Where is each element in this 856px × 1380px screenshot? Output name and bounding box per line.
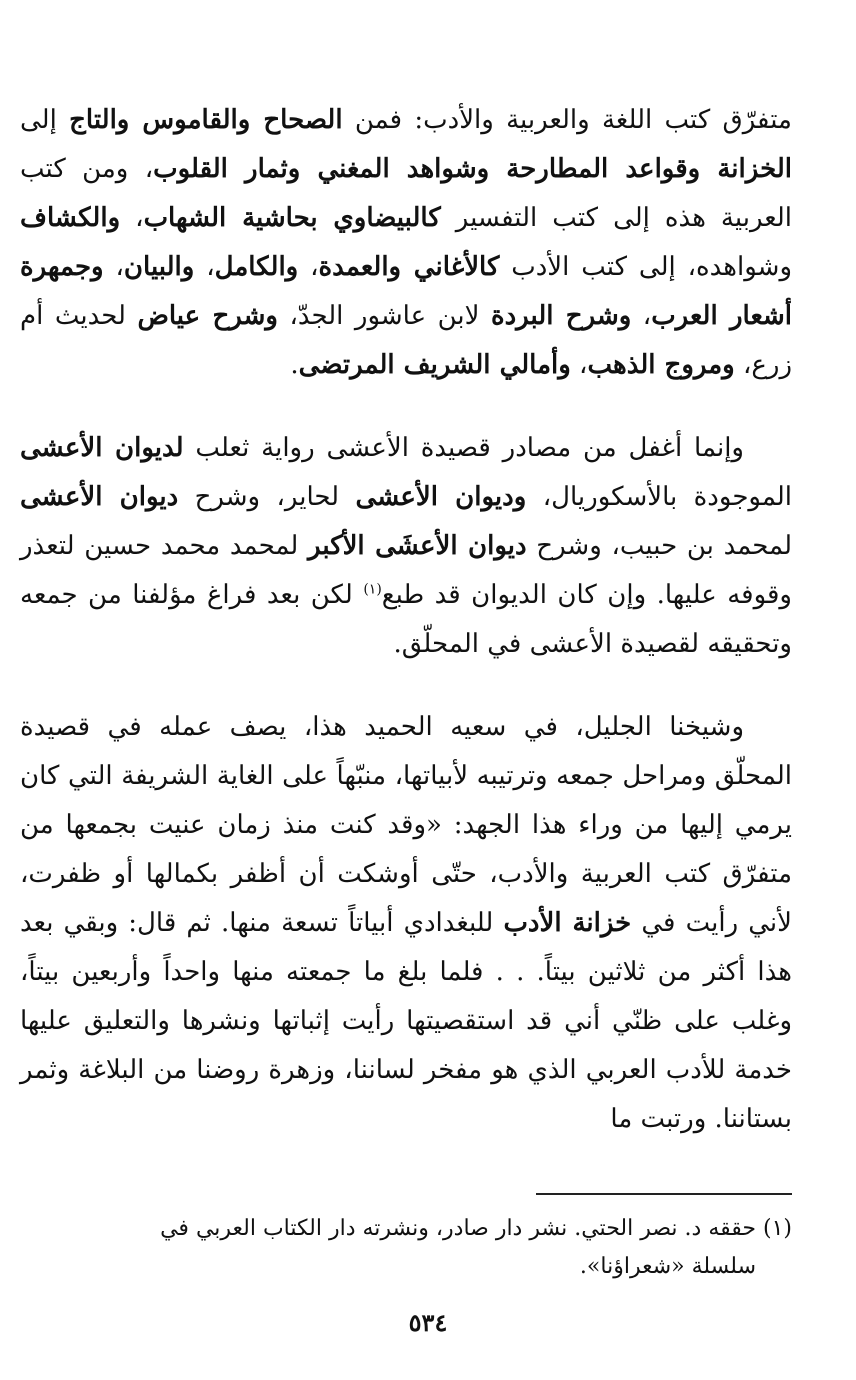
text-run: للبغدادي أبياتاً تسعة منها. ثم قال: وبقي بعد هذا أكثر من ثلاثين بيتاً. . . فلما بلغ ما جمعته منها واحداً وأربعين بيتاً، وغلب على ظنّي أني قد استقصيتها رأيت إثباتها ونشرها والتعليق عليها خدمة للأدب العربي الذي هو مفخر لساننا، وزهرة روضنا من البلاغة وثمر بستاننا. ورتبت ما (20, 908, 792, 1134)
text-run: ، ومن كتب العربية هذه إلى كتب التفسير (20, 154, 792, 233)
text-run: لحديث أم زرع، (20, 301, 792, 380)
bold-title-run: وأمالي الشريف المرتضى (298, 350, 571, 380)
paragraph (20, 703, 792, 1144)
text-run: . (290, 350, 299, 380)
text-run: لمحمد محمد حسين لتعذر وقوفه عليها. وإن كان الديوان قد طبع (20, 531, 792, 610)
bold-title-run: والكامل (214, 252, 299, 282)
bold-title-run: وجمهرة أشعار العرب (20, 252, 793, 331)
text-run: ، (120, 203, 144, 233)
text-run: وإنما أغفل من مصادر قصيدة الأعشى رواية ثعلب (183, 433, 744, 463)
bold-title-run: الخزانة وقواعد المطارحة وشواهد المغني وثمار القلوب (153, 154, 792, 184)
footnote (30, 1210, 792, 1286)
text-run: إلى (20, 105, 70, 135)
bold-title-run: ديوان الأعشَى الأكبر (308, 531, 527, 561)
footnote-text-line1: حققه د. نصر الحتي. نشر دار صادر، ونشرته دار الكتاب العربي في (160, 1216, 756, 1241)
text-run: لكن بعد فراغ مؤلفنا من جمعه وتحقيقه لقصيدة الأعشى في المحلّق. (20, 580, 792, 659)
text-run: لمحمد بن حبيب، وشرح (526, 531, 792, 561)
text-run: ، (298, 252, 319, 282)
bold-title-run: الصحاح والقاموس والتاج (69, 105, 343, 135)
bold-title-run: ديوان الأعشى (20, 482, 179, 512)
bold-title-run: وديوان الأعشى (355, 482, 527, 512)
bold-title-run: والبيان (123, 252, 195, 282)
bold-title-run: وشرح عياض (137, 301, 278, 331)
text-run: الموجودة بالأسكوريال، (526, 482, 792, 512)
text-run: متفرّق كتب اللغة والعربية والأدب: فمن (342, 105, 792, 135)
page-number: ٥٣٤ (408, 1308, 448, 1337)
text-run: ، (103, 252, 124, 282)
paragraph (20, 96, 792, 390)
text-run: ، (631, 301, 652, 331)
text-run: ، (194, 252, 215, 282)
bold-title-run: لديوان الأعشى (20, 433, 184, 463)
footnote-marker: (١) (762, 1216, 792, 1241)
bold-title-run: ومروج الذهب (587, 350, 735, 380)
bold-title-run: كالبيضاوي بحاشية الشهاب (143, 203, 441, 233)
text-run: لابن عاشور الجدّ، (277, 301, 491, 331)
bold-title-run: وشرح البردة (490, 301, 632, 331)
bold-title-run: خزانة الأدب (503, 908, 632, 938)
bold-title-run: والكشاف (20, 203, 121, 233)
text-run: وشيخنا الجليل، في سعيه الحميد هذا، يصف عمله في قصيدة المحلّق ومراحل جمعه وترتيبه لأبياتها، منبّهاً على الغاية الشريفة التي كان يرمي إليها من وراء هذا الجهد: «وقد كنت منذ زمان عنيت بجمعها من متفرّق كتب العربية والأدب، حتّى أوشكت أن أظفر بكمالها أو ظفرت، لأني رأيت في (20, 712, 792, 938)
footnote-text-line2: سلسلة «شعراؤنا». (579, 1254, 756, 1279)
text-run: ، (570, 350, 588, 380)
text-run: وشواهده، إلى كتب الأدب (499, 252, 793, 282)
footnote-reference: (١) (363, 581, 382, 598)
paragraph (20, 424, 792, 669)
footnote-separator (536, 1193, 792, 1195)
text-run: لحاير، وشرح (178, 482, 356, 512)
body-text (20, 96, 792, 1144)
bold-title-run: كالأغاني والعمدة (318, 252, 500, 282)
